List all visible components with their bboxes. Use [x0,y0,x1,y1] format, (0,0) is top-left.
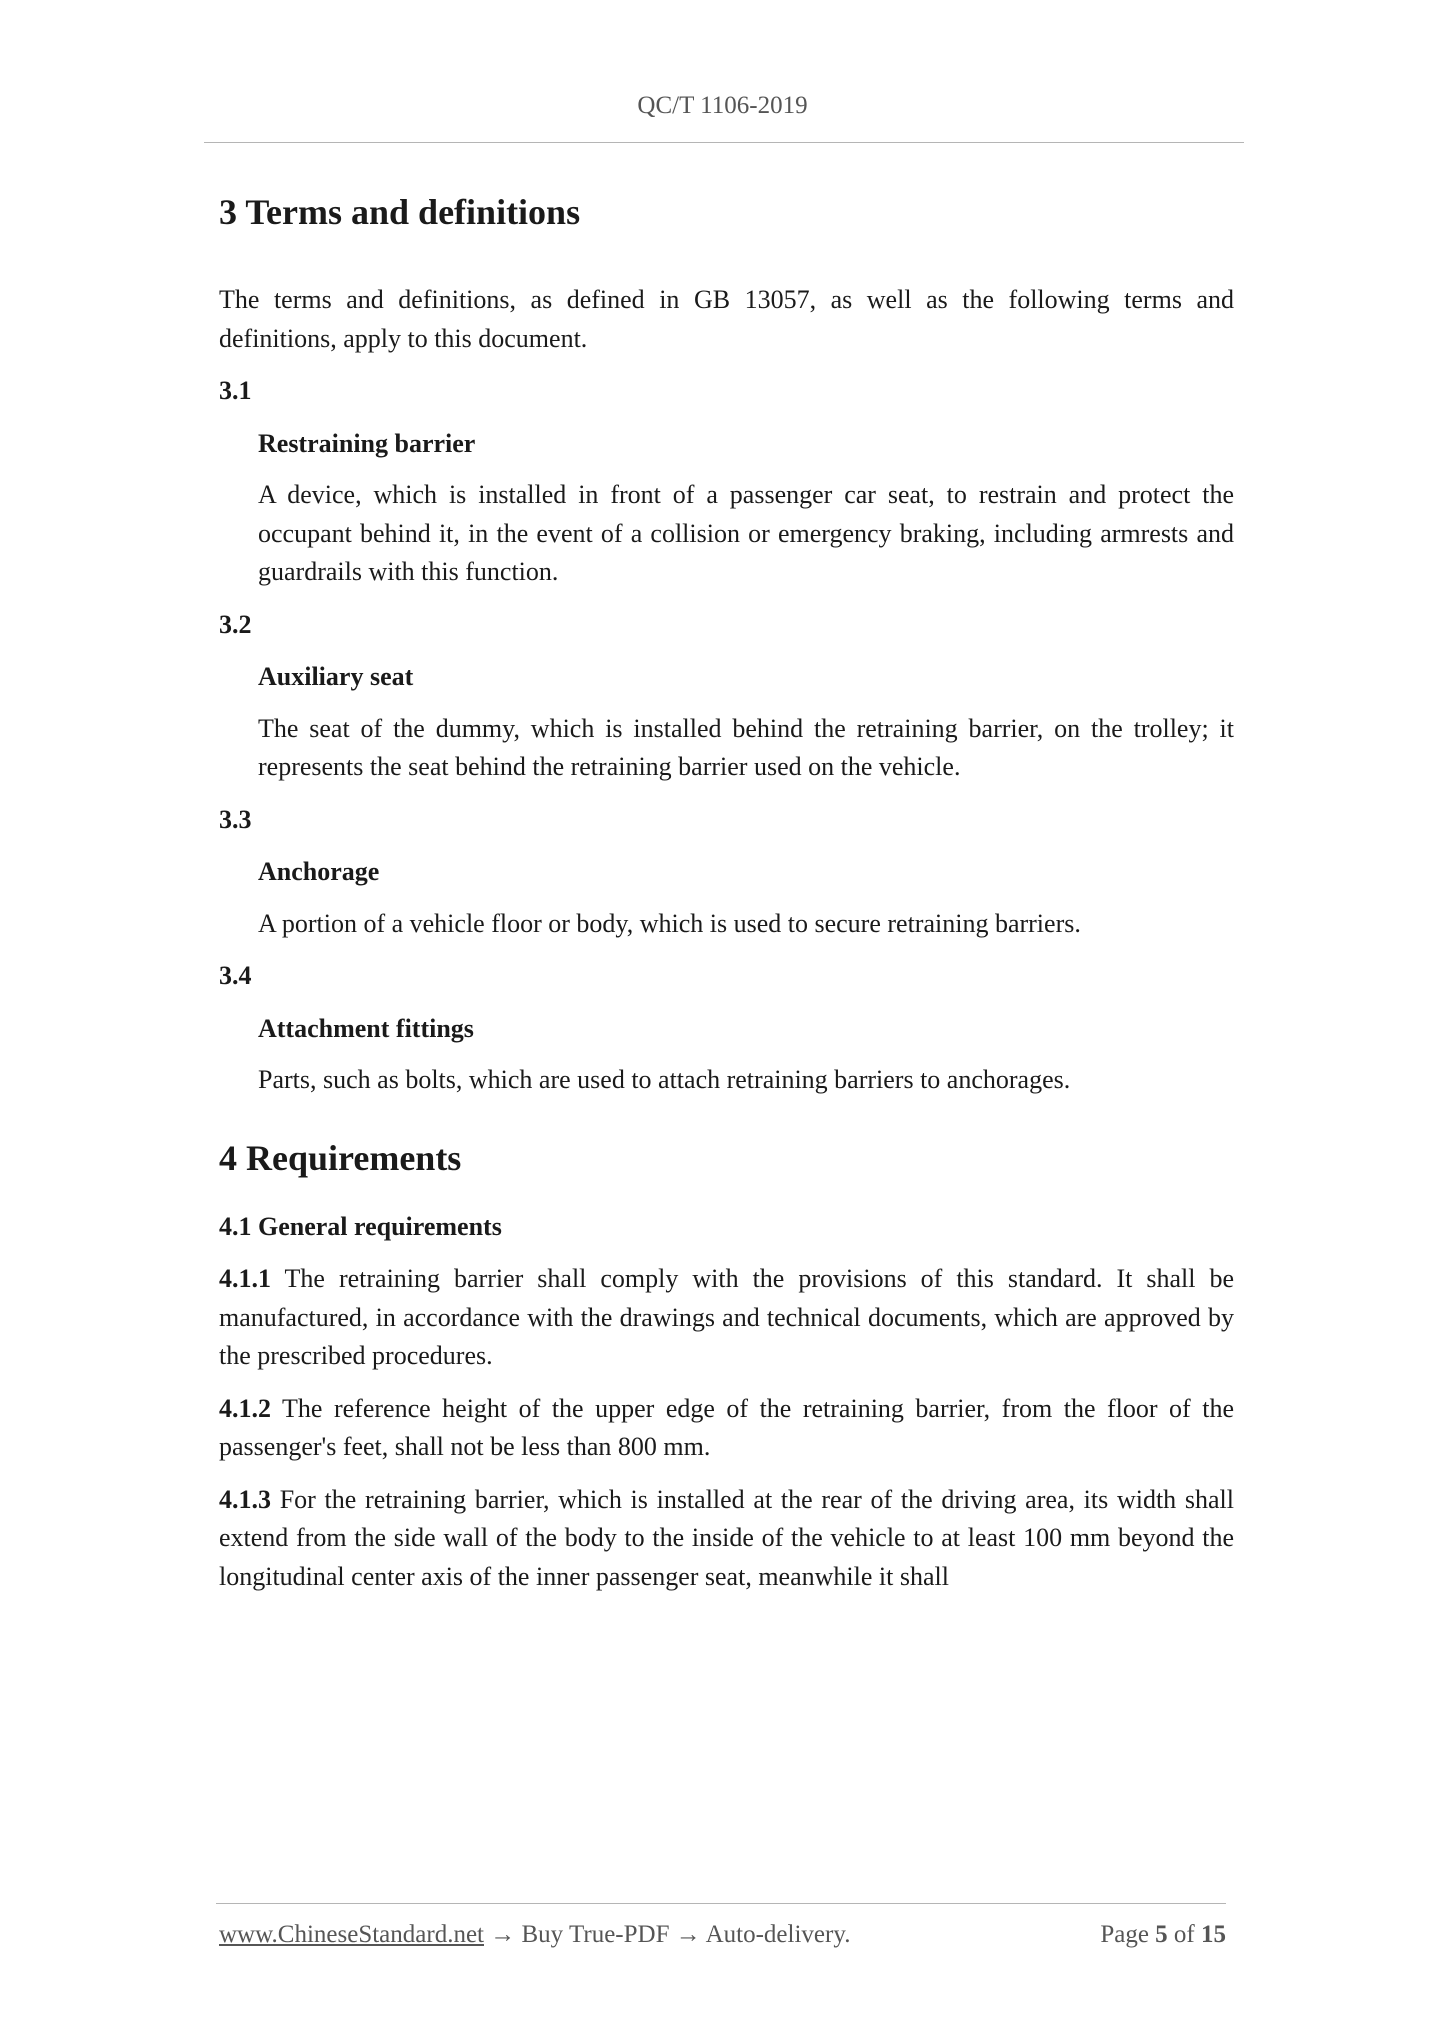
section-3-title: 3 Terms and definitions [219,192,581,232]
clause-number: 4.1.3 [219,1484,271,1514]
page-content [219,188,1234,1596]
clause-number: 4.1.2 [219,1393,271,1423]
footer-divider [216,1903,1226,1904]
clause-4-1-3 [219,1481,1234,1597]
term-definition: The seat of the dummy, which is installed behind the retraining barrier, on the trolley; it represents the seat behind the retraining barrier used on the vehicle. [258,713,1234,781]
buy-text: Buy True-PDF [521,1921,670,1948]
clause-text: The retraining barrier shall comply with the provisions of this standard. It shall be manufactured, in accordance with the drawings and technical documents, which are approved by the prescribed procedures. [219,1264,1234,1370]
term-number: 3.3 [219,804,252,834]
clause-number: 4.1.1 [219,1264,271,1293]
delivery-text: Auto-delivery. [705,1921,851,1948]
term-number: 3.2 [219,609,252,639]
term-name: Anchorage [258,857,380,886]
section-4-title: 4 Requirements [219,1137,462,1178]
term-definition: Parts, such as bolts, which are used to attach retraining barriers to anchorages. [258,1065,1071,1094]
term-definition: A portion of a vehicle floor or body, which is used to secure retraining barriers. [258,908,1081,938]
document-code: QC/T 1106-2019 [637,92,808,119]
page-indicator [1100,1921,1226,1949]
page-number: 5 [1155,1921,1168,1948]
page-total: 15 [1201,1921,1226,1948]
site-link[interactable]: www.ChineseStandard.net [219,1921,484,1948]
arrow-right-icon: → [490,1921,516,1948]
term-name: Restraining barrier [258,428,476,458]
term-name: Attachment fittings [258,1013,474,1043]
clause-4-1-1 [219,1260,1234,1376]
arrow-right-icon: → [675,1921,701,1948]
page-label: Page [1100,1921,1149,1948]
of-label: of [1173,1921,1195,1948]
footer-promo [219,1921,850,1949]
clause-text: The reference height of the upper edge of the retraining barrier, from the floor of the passenger's feet, shall not be less than 800 mm. [219,1393,1234,1461]
term-number: 3.1 [219,376,252,405]
header-divider [204,142,1244,143]
clause-text: For the retraining barrier, which is installed at the rear of the driving area, its width shall extend from the side wall of the body to the inside of the vehicle to at least 100 mm beyond the longitudinal center axis of the inner passenger seat, meanwhile it shall [219,1484,1234,1591]
section-3-intro: The terms and definitions, as defined in GB 13057, as well as the following terms and definitions, apply to this document. [219,285,1234,353]
term-name: Auxiliary seat [258,662,414,691]
subsection-title: 4.1 General requirements [219,1211,502,1241]
term-number: 3.4 [219,961,252,990]
term-definition: A device, which is installed in front of a passenger car seat, to restrain and protect the occupant behind it, in the event of a collision or emergency braking, including armrests and guardrails with this function. [258,480,1234,586]
clause-4-1-2 [219,1390,1234,1467]
page-header [0,92,1445,120]
